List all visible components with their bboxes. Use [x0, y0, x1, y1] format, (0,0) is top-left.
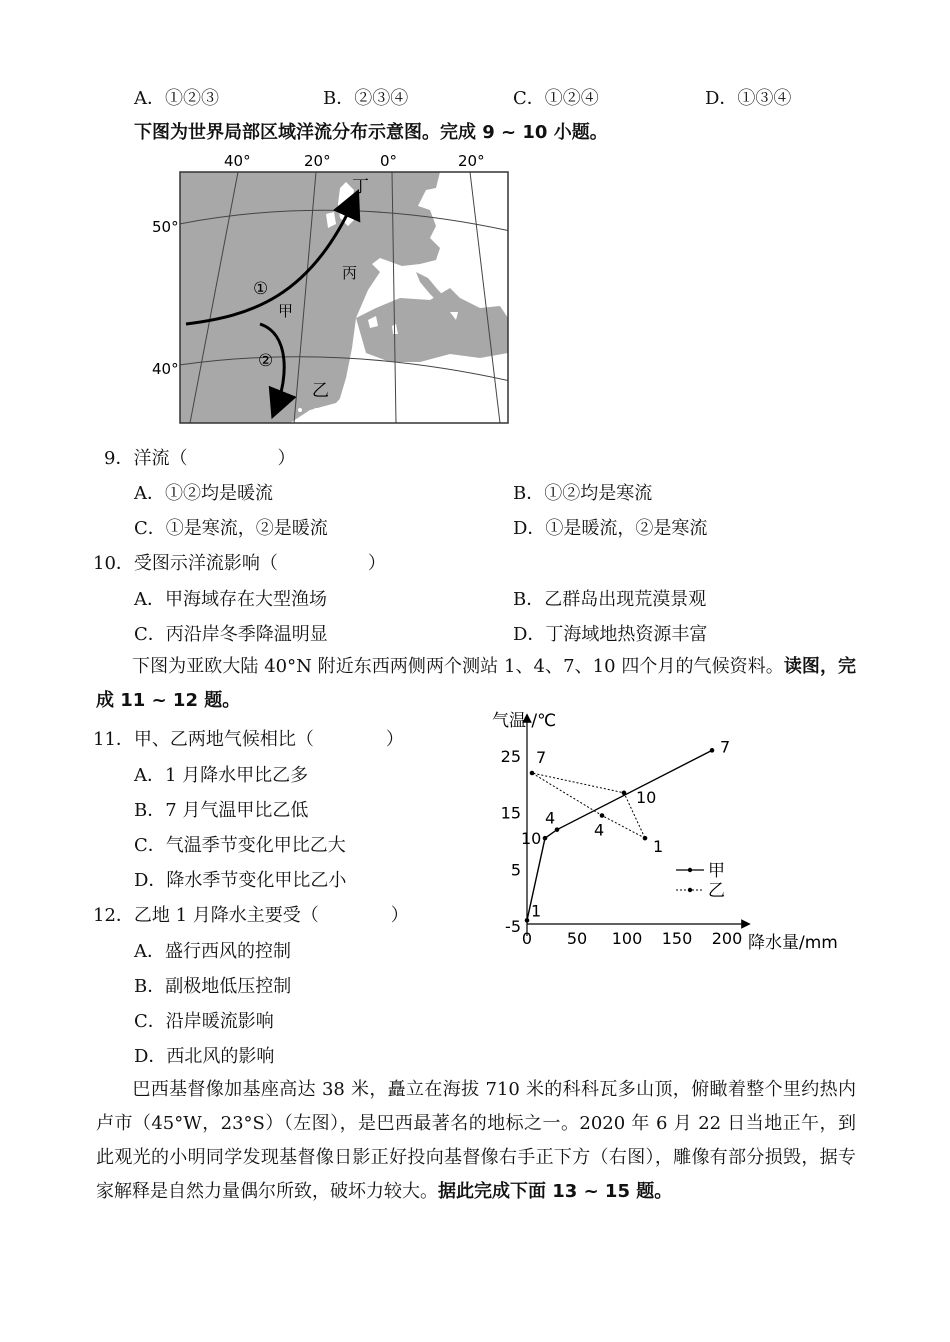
series-line-yi: [532, 773, 645, 838]
q10-option-d: D．丁海域地热资源丰富: [513, 624, 708, 645]
x-tick-label: 50: [566, 929, 588, 948]
q11-option-a: A．1 月降水甲比乙多: [134, 765, 309, 786]
lat-label-50: 50°: [152, 218, 179, 236]
x-tick-label: 100: [611, 929, 643, 948]
y-tick-label: 15: [500, 803, 521, 823]
q12-option-c: C．沿岸暖流影响: [134, 1011, 274, 1032]
q10-stem: 10．受图示洋流影响（ ）: [93, 553, 386, 574]
lon-label-0: 0°: [380, 152, 398, 170]
data-point-yi-m1: [643, 836, 648, 841]
x-tick-label: 150: [661, 929, 693, 948]
passage-13-15: [96, 1073, 856, 1209]
data-point-jia-m10: [543, 836, 548, 841]
q10-option-b: B．乙群岛出现荒漠景观: [513, 589, 707, 610]
label-current-1: ①: [253, 279, 269, 299]
data-label-jia-m4: 4: [545, 808, 556, 828]
q9-option-d: D．①是暖流，②是寒流: [513, 518, 708, 539]
intro-11-12-bold2: 图，完成 11 ~ 12 题。: [96, 656, 856, 711]
y-tick-label: -5: [505, 917, 521, 936]
label-jia: 甲: [278, 302, 294, 320]
q12-option-b: B．副极地低压控制: [134, 976, 292, 997]
q9-option-c: C．①是寒流，②是暖流: [134, 518, 328, 539]
q8-option-d: D．①③④: [705, 88, 792, 109]
canary-island: [306, 412, 310, 416]
data-label-yi-m1: 1: [653, 837, 664, 857]
label-yi: 乙: [312, 381, 329, 401]
data-label-yi-m10: 10: [636, 787, 657, 807]
canary-island: [314, 408, 318, 412]
q12-stem: 12．乙地 1 月降水主要受（ ）: [93, 905, 409, 926]
data-label-yi-m7: 7: [536, 748, 547, 767]
data-point-yi-m7: [530, 771, 535, 776]
data-point-jia-m1: [525, 918, 530, 923]
lon-label-20e: 20°: [458, 152, 485, 170]
q12-option-d: D．西北风的影响: [134, 1046, 275, 1067]
q9-stem: 9．洋流（ ）: [104, 448, 296, 469]
climate-chart: [486, 704, 846, 958]
passage-13-15-bold: 据此完成下面 13 ~ 15 题。: [438, 1181, 673, 1202]
q8-option-b: B．②③④: [323, 88, 409, 109]
intro-9-10: 下图为世界局部区域洋流分布示意图。完成 9 ~ 10 小题。: [134, 122, 608, 143]
lon-label-20w: 20°: [304, 152, 331, 170]
passage-13-15-text: 巴西基督像加基座高达 38 米，矗立在海拔 710 米的科科瓦多山顶，俯瞰着整个里约热内卢市（45°W，23°S）（左图），是巴西最著名的地标之一。2020 年 6 月 22 日当地正午，到此观光的小明同学发现基督像日影正好投向基督像右手正下方（右图），雕像有部分损毁，据专家解释是自然力量偶尔所致，破坏力较大。: [96, 1079, 856, 1202]
intro-11-12-text: 下图为亚欧大陆 40°N 附近东西两侧两个测站 1、4、7、10 四个月的气候资料。: [132, 656, 784, 677]
q9-option-a: A．①②均是暖流: [134, 483, 273, 504]
label-bing: 丙: [342, 264, 358, 282]
data-point-jia-m4: [555, 827, 560, 832]
data-point-yi-m10: [622, 791, 627, 796]
x-tick-label: 0: [521, 929, 533, 948]
ocean-current-map: [140, 148, 540, 428]
data-label-jia-m7: 7: [720, 737, 731, 757]
lon-label-40: 40°: [224, 152, 251, 170]
data-label-jia-m10: 10: [521, 829, 542, 849]
q11-option-c: C．气温季节变化甲比乙大: [134, 835, 346, 856]
q10-option-a: A．甲海域存在大型渔场: [134, 589, 327, 610]
data-label-yi-m4: 4: [594, 820, 605, 840]
y-axis-label: 气温 /℃: [492, 711, 557, 731]
data-point-jia-m7: [710, 748, 715, 753]
canary-island: [298, 408, 302, 412]
label-current-2: ②: [258, 351, 274, 371]
data-point-yi-m4: [600, 813, 605, 818]
y-tick-label: 5: [510, 860, 521, 880]
x-axis-label: 降水量/mm: [748, 933, 838, 953]
label-ding: 丁: [352, 177, 369, 197]
intro-11-12-bold1: 读: [783, 656, 802, 677]
series-line-jia: [527, 750, 712, 920]
data-label-jia-m1: 1: [531, 901, 542, 921]
y-tick-label: 25: [500, 747, 521, 766]
legend-marker-jia: [688, 868, 692, 872]
q9-option-b: B．①②均是寒流: [513, 483, 653, 504]
x-tick-label: 200: [711, 929, 743, 948]
legend-label-jia: 甲: [708, 861, 725, 881]
legend-label-yi: 乙: [708, 881, 725, 901]
lat-label-40: 40°: [152, 360, 179, 378]
q10-option-c: C．丙沿岸冬季降温明显: [134, 624, 328, 645]
legend-marker-yi: [688, 888, 692, 892]
q11-stem: 11．甲、乙两地气候相比（ ）: [93, 729, 404, 750]
q11-option-d: D．降水季节变化甲比乙小: [134, 870, 347, 891]
q11-option-b: B．7 月气温甲比乙低: [134, 800, 309, 821]
q8-option-a: A．①②③: [134, 88, 219, 109]
q12-option-a: A．盛行西风的控制: [134, 941, 291, 962]
q8-option-c: C．①②④: [513, 88, 599, 109]
